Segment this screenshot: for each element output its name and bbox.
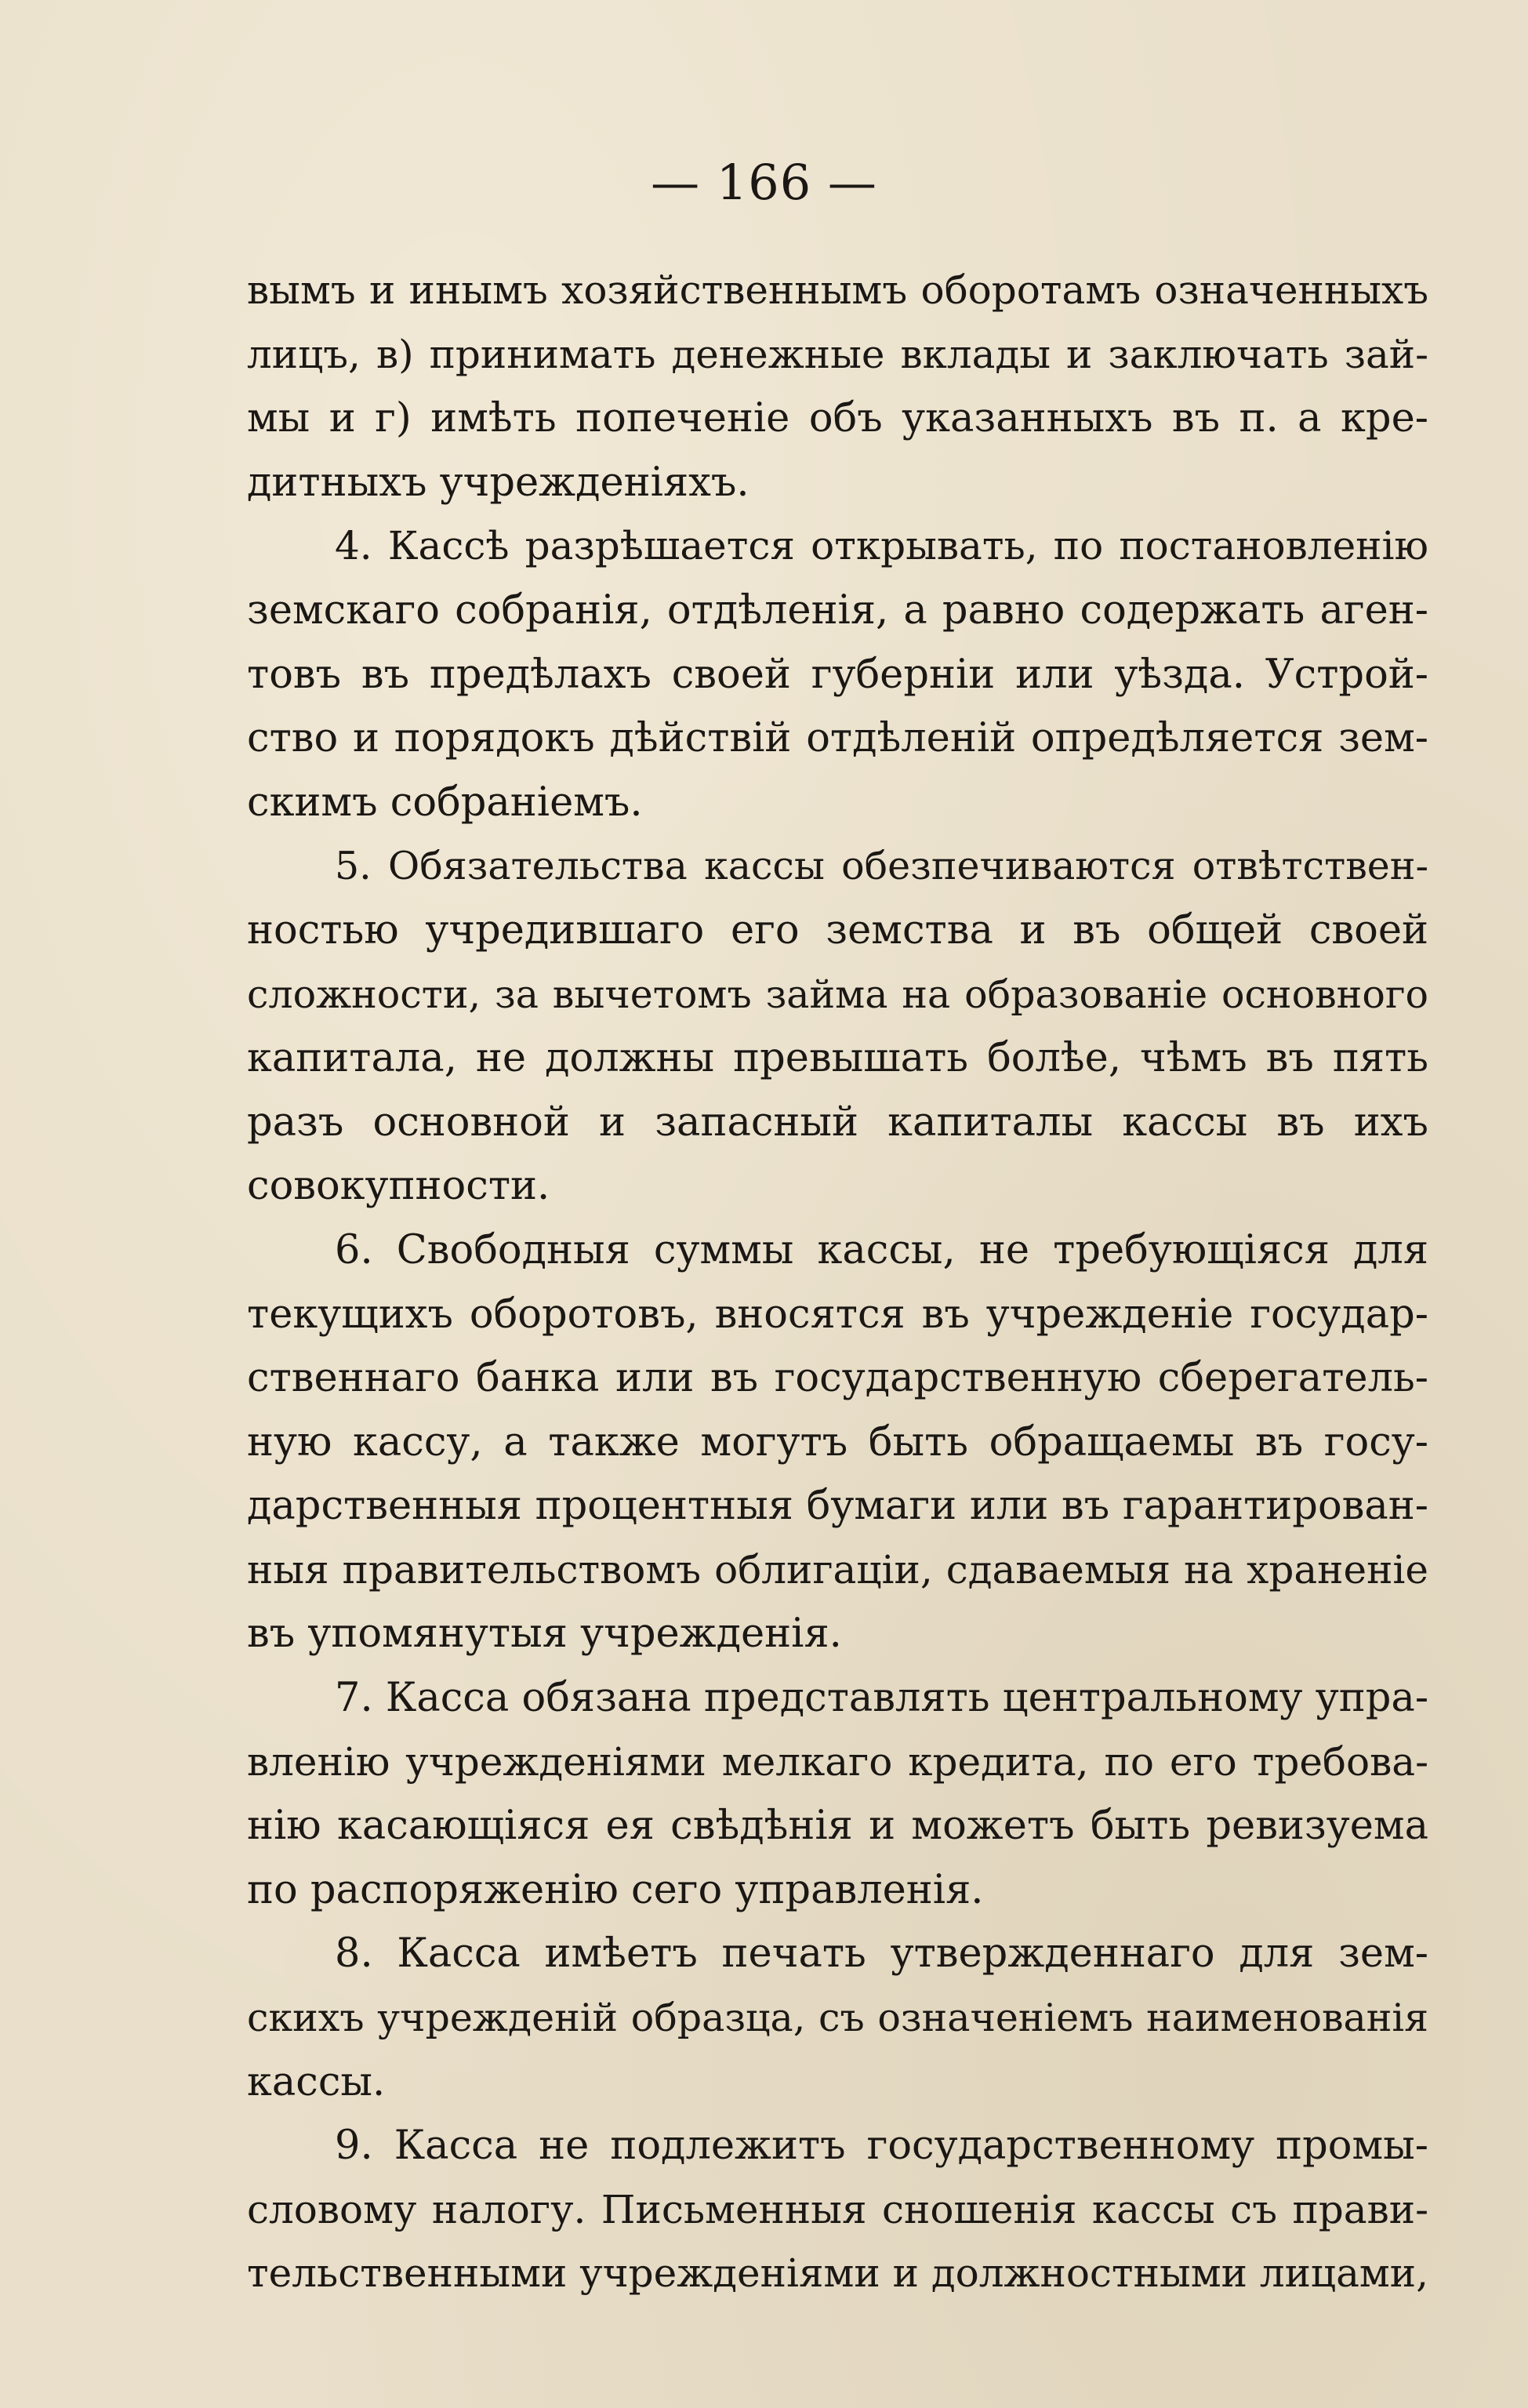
text-line: нію касающіяся ея свѣдѣнія и можетъ быть ревизуема	[247, 1803, 1428, 1850]
body-text	[247, 259, 1428, 2306]
text-line: дитныхъ учрежденіяхъ.	[247, 459, 749, 506]
text-line: ныя правительствомъ облигаціи, сдаваемыя на храненіе	[247, 1546, 1428, 1593]
text-line: словому налогу. Письменныя сношенія кассы съ прави-	[247, 2186, 1428, 2232]
text-line: по распоряженію сего управленія.	[247, 1866, 984, 1913]
text-line: земскаго собранія, отдѣленія, а равно содержать аген-	[247, 587, 1428, 634]
text-line: лицъ, в) принимать денежные вклады и заключать зай-	[247, 331, 1428, 377]
text-line: ство и порядокъ дѣйствій отдѣленій опредѣляется зем-	[247, 715, 1428, 762]
text-line: совокупности.	[247, 1163, 550, 1210]
text-line: товъ въ предѣлахъ своей губерніи или уѣзда. Устрой-	[247, 651, 1428, 698]
text-line: сложности, за вычетомъ займа на образованіе основного	[247, 972, 1428, 1017]
text-line: 9. Касса не подлежитъ государственному промы-	[335, 2123, 1428, 2170]
text-line: разъ основной и запасный капиталы кассы въ ихъ	[247, 1099, 1428, 1146]
text-line: 6. Свободныя суммы кассы, не требующіяся для	[335, 1226, 1428, 1273]
text-line: 7. Касса обязана представлять центральному упра-	[335, 1675, 1428, 1722]
text-line: ностью учредившаго его земства и въ общей своей	[247, 906, 1428, 953]
text-line: 5. Обязательства кассы обезпечиваются отвѣтствен-	[335, 844, 1428, 889]
text-line: скихъ учрежденій образца, съ означеніемъ наименованія	[247, 1996, 1428, 2041]
text-line: вленію учрежденіями мелкаго кредита, по его требова-	[247, 1738, 1428, 1785]
text-line: текущихъ оборотовъ, вносятся въ учрежденіе государ-	[247, 1291, 1428, 1338]
text-line: ную кассу, а также могутъ быть обращаемы въ госу-	[247, 1418, 1428, 1466]
text-line: 8. Касса имѣетъ печать утвержденнаго для зем-	[335, 1930, 1428, 1978]
text-line: скимъ собраніемъ.	[247, 779, 643, 826]
page-number: — 166 —	[651, 154, 877, 211]
text-line: капитала, не должны превышать болѣе, чѣмъ въ пять	[247, 1035, 1428, 1082]
text-line: 4. Кассѣ разрѣшается открывать, по постановленію	[335, 523, 1428, 569]
text-line: кассы.	[247, 2058, 386, 2105]
text-line: мы и г) имѣть попеченіе объ указанныхъ въ п. а кре-	[247, 395, 1428, 442]
text-line: въ упомянутыя учрежденія.	[247, 1611, 842, 1658]
text-line: дарственныя процентныя бумаги или въ гарантирован-	[247, 1483, 1428, 1530]
text-line: тельственными учрежденіями и должностными лицами,	[247, 2250, 1428, 2297]
text-line: ственнаго банка или въ государственную сберегатель-	[247, 1355, 1428, 1402]
text-line: вымъ и инымъ хозяйственнымъ оборотамъ означенныхъ	[247, 267, 1428, 313]
